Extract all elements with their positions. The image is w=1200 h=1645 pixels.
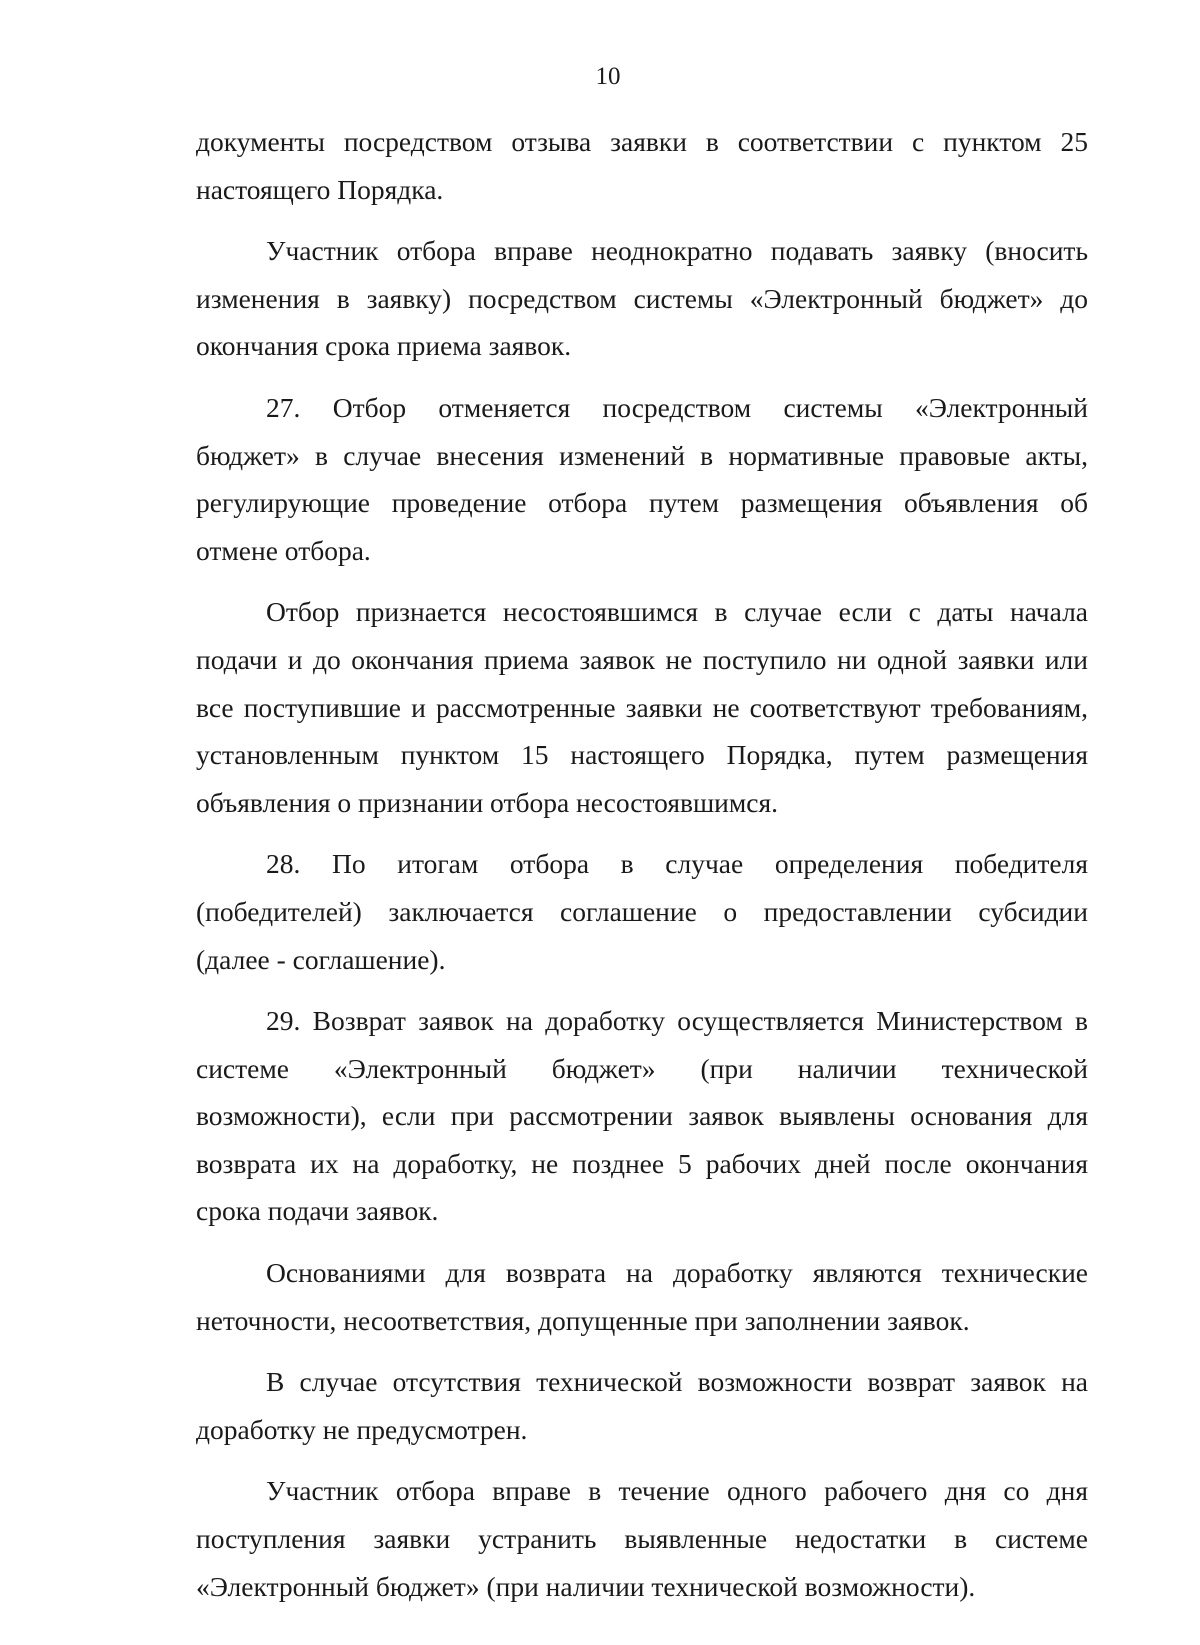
paragraph-1 (196, 118, 1088, 213)
paragraph-clause-28 (196, 840, 1088, 983)
paragraph-clause-29 (196, 997, 1088, 1235)
text-line: доработку не предусмотрен. (196, 1413, 528, 1445)
document-body (196, 118, 1088, 1610)
text-line: регулирующие проведение отбора путем размещения объявления об (196, 487, 1088, 519)
text-line: системе «Электронный бюджет» (при наличии технической (196, 1052, 1088, 1084)
text-line: срока подачи заявок. (196, 1195, 439, 1227)
text-line: 27. Отбор отменяется посредством системы «Электронный (266, 391, 1088, 423)
text-line: возврата их на доработку, не позднее 5 рабочих дней после окончания (196, 1147, 1088, 1179)
text-line: документы посредством отзыва заявки в соответствии с пунктом 25 (196, 126, 1088, 157)
text-line: объявления о признании отбора несостоявшимся. (196, 786, 779, 818)
text-line: Отбор признается несостоявшимся в случае если с даты начала (266, 596, 1088, 628)
text-line: бюджет» в случае внесения изменений в нормативные правовые акты, (196, 439, 1088, 471)
text-line: возможности), если при рассмотрении заявок выявлены основания для (196, 1100, 1088, 1132)
text-line: Участник отбора вправе в течение одного рабочего дня со дня (266, 1475, 1088, 1507)
paragraph-8 (196, 1358, 1088, 1453)
paragraph-2 (196, 227, 1088, 370)
text-line: отмене отбора. (196, 534, 371, 566)
text-line: (победителей) заключается соглашение о предоставлении субсидии (196, 895, 1088, 927)
paragraph-4 (196, 588, 1088, 826)
paragraph-7 (196, 1249, 1088, 1344)
text-line: (далее - соглашение). (196, 943, 446, 975)
text-line: все поступившие и рассмотренные заявки не соответствуют требованиям, (196, 691, 1088, 723)
text-line: 28. По итогам отбора в случае определения победителя (266, 848, 1088, 880)
text-line: поступления заявки устранить выявленные недостатки в системе (196, 1523, 1088, 1555)
text-line: настоящего Порядка. (196, 173, 444, 205)
text-line: В случае отсутствия технической возможности возврат заявок на (266, 1366, 1088, 1398)
text-line: неточности, несоответствия, допущенные при заполнении заявок. (196, 1304, 970, 1336)
paragraph-9 (196, 1467, 1088, 1610)
text-line: окончания срока приема заявок. (196, 330, 572, 362)
text-line: Основаниями для возврата на доработку являются технические (266, 1257, 1088, 1289)
text-line: установленным пунктом 15 настоящего Порядка, путем размещения (196, 739, 1088, 771)
text-line: подачи и до окончания приема заявок не поступило ни одной заявки или (196, 643, 1088, 675)
text-line: 29. Возврат заявок на доработку осуществляется Министерством в (266, 1005, 1088, 1037)
page-number: 10 (595, 63, 621, 90)
text-line: «Электронный бюджет» (при наличии технической возможности). (196, 1570, 976, 1602)
text-line: изменения в заявку) посредством системы «Электронный бюджет» до (196, 282, 1088, 314)
paragraph-clause-27 (196, 384, 1088, 574)
text-line: Участник отбора вправе неоднократно подавать заявку (вносить (266, 235, 1088, 267)
